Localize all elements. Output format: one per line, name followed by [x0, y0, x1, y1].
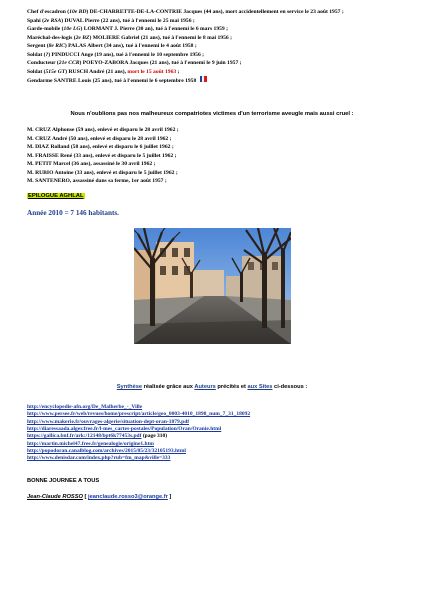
closing-greeting: BONNE JOURNEE A TOUS — [27, 478, 100, 484]
civilian-entry: M. PETIT Marcel (36 ans), assassiné le 30 avril 1962 ; — [27, 161, 156, 168]
civilian-entry: M. FRAISSE René (33 ans), enlevé et disparu le 5 juillet 1962 ; — [27, 152, 177, 159]
source-link[interactable]: http://martin.michel47.free.fr/genealogie/origine1.htm — [27, 440, 154, 447]
soldier-list — [27, 8, 407, 86]
soldier-entry: Conducteur (21e CCR) POEYO-ZABORA Jacques (21 ans), tué à l'ennemi le 9 juin 1957 ; — [27, 60, 242, 67]
photo-street-trees — [134, 228, 291, 344]
street-photo — [134, 228, 291, 344]
death-date-highlight: mort le 15 août 1963 — [127, 68, 177, 75]
author-email-link[interactable]: jeanclaude.rosso3@orange.fr — [88, 494, 168, 500]
source-link[interactable]: http://popodoran.canalblog.com/archives/2015/05/23/32105193.html — [27, 448, 186, 455]
sources-list — [27, 404, 412, 463]
civilian-entry: M. CRUZ André (50 ans), enlevé et disparu le 28 avril 1962 ; — [27, 135, 172, 142]
signature: Jean-Claude ROSSO [ jeanclaude.rosso3@orange.fr ] — [27, 494, 172, 500]
civilian-entry: M. RUBIO Antoine (33 ans), enlevé et disparu le 5 juillet 1962 ; — [27, 169, 178, 176]
soldier-entry: Maréchal-des-logis (2e BZ) MOLIERE Gabriel (21 ans), tué à l'ennemi le 8 mai 1956 ; — [27, 34, 232, 41]
civilian-entry: M. DIAZ Rolland (58 ans), enlevé et disparu le 6 juillet 1962 ; — [27, 144, 174, 151]
source-link[interactable]: https://gallica.bnf.fr/ark:/12148/bpt6k77453s.pdf (page 310) — [27, 433, 168, 440]
source-link[interactable]: http://diaressaada.alger.free.fr/l-mes_cartes-postales/Population/Oran/Oranie.html — [27, 426, 222, 433]
source-link[interactable]: http://www.denisdar.com/index.php?rub=fm_map&ville=333 — [27, 455, 171, 462]
section-subheading: Nous n'oublions pas nos malheureux compatriotes victimes d'un terrorisme aveugle mais aussi cruel : — [70, 111, 354, 117]
soldier-entry: Sergent (8e RIC) PALAS Albert (34 ans), tué à l'ennemi le 4 août 1958 ; — [27, 43, 197, 50]
population-line: Année 2010 = 7 146 habitants. — [27, 209, 119, 217]
civilian-entry: M. CRUZ Alphonse (59 ans), enlevé et disparu le 28 avril 1962 ; — [27, 127, 179, 133]
french-flag-icon — [200, 76, 207, 86]
civilian-entry: M. SANTENERO, assassiné dans sa ferme, 1er août 1957 ; — [27, 178, 167, 185]
soldier-entry: Soldat (515e GT) RUSCH André (21 ans), mort le 15 août 1963 ; — [27, 68, 180, 75]
epilogue-heading: EPILOGUE AGHLAL — [28, 193, 84, 199]
soldier-entry: Chef d'escadron (10e BD) DE-CHARRETTE-DE-LA-CONTRIE Jacques (44 ans), mort accidentellement en service le 23 août 1957 ; — [27, 9, 344, 15]
civilian-list — [27, 126, 407, 186]
soldier-entry: Spahi (2e RSA) DUVAL Pierre (22 ans), tué à l'ennemi le 25 mai 1956 ; — [27, 17, 195, 24]
source-link[interactable]: http://www.makerie.fr/ouvrages-algerie/situation-dept-oran-1879.pdf — [27, 418, 190, 425]
source-link[interactable]: http://www.persee.fr/web/revues/home/prescript/article/geo_0003-4010_1898_num_7_31_18092 — [27, 411, 251, 418]
soldier-entry: Garde-mobile (10e LG) LORMANT J. Pierre (30 an), tué à l'ennemi le 6 mars 1959 ; — [27, 26, 228, 33]
soldier-entry: Gendarme SANTRE Louis (25 ans), tué à l'ennemi le 6 septembre 1958 — [27, 76, 407, 86]
source-link[interactable]: http://encyclopedie-afn.org/De_Malherbe_-_Ville — [27, 404, 143, 410]
sources-heading: Synthèse réalisée grâce aux Auteurs précités et aux Sites ci-dessous : — [116, 384, 308, 390]
soldier-entry: Soldat (?) PINDUCCI Ange (19 ans), tué à l'ennemi le 10 septembre 1956 ; — [27, 51, 205, 58]
author-name: Jean-Claude ROSSO — [27, 494, 83, 500]
